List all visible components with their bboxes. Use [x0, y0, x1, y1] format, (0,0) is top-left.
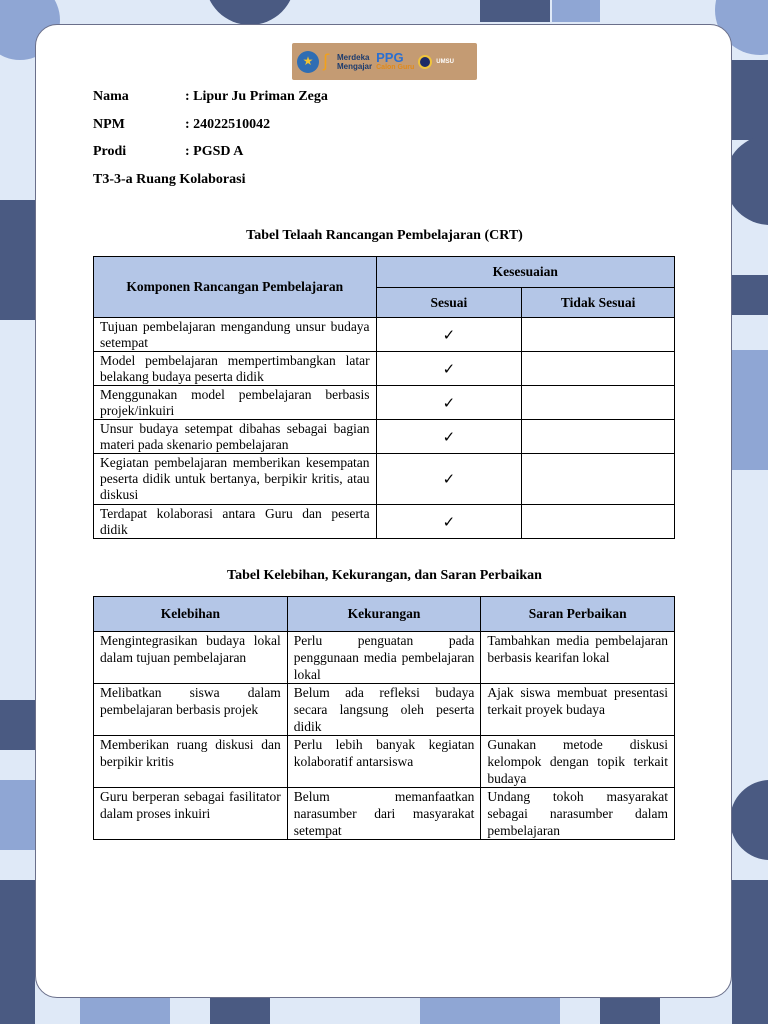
info-value: : PGSD A: [185, 144, 244, 159]
info-label: Prodi: [93, 144, 127, 159]
bg-shape: [210, 998, 270, 1024]
check-icon: ✓: [376, 505, 522, 539]
bg-shape: [0, 780, 35, 850]
component-cell: Unsur budaya setempat dibahas sebagai bagian materi pada skenario pembelajaran: [94, 420, 377, 454]
table-row: [94, 352, 675, 386]
table-row: [94, 788, 675, 840]
crt-review-table: [93, 256, 675, 539]
header-sesuai: Sesuai: [376, 288, 522, 318]
saran-cell: Ajak siswa membuat presentasi terkait proyek budaya: [481, 684, 675, 736]
kelebihan-cell: Melibatkan siswa dalam pembelajaran berbasis projek: [94, 684, 288, 736]
bg-shape: [552, 0, 600, 22]
component-cell: Menggunakan model pembelajaran berbasis projek/inkuiri: [94, 386, 377, 420]
bg-shape: [0, 200, 35, 320]
table-row: [94, 505, 675, 539]
empty-cell: [522, 386, 675, 420]
check-icon: ✓: [376, 318, 522, 352]
tut-wuri-emblem-icon: ★: [297, 51, 319, 73]
empty-cell: [522, 505, 675, 539]
table-row: [94, 420, 675, 454]
kelebihan-cell: Mengintegrasikan budaya lokal dalam tujuan pembelajaran: [94, 632, 288, 684]
info-label: NPM: [93, 117, 125, 132]
logo-ppg: PPG Calon Guru: [376, 49, 415, 71]
saran-cell: Undang tokoh masyarakat sebagai narasumber dalam pembelajaran: [481, 788, 675, 840]
table-row: [94, 684, 675, 736]
component-cell: Model pembelajaran mempertimbangkan latar belakang budaya peserta didik: [94, 352, 377, 386]
bg-shape: [732, 880, 768, 1024]
empty-cell: [522, 318, 675, 352]
bg-shape: [730, 780, 768, 860]
table-row: [94, 632, 675, 684]
empty-cell: [522, 454, 675, 505]
kekurangan-cell: Perlu penguatan pada penggunaan media pembelajaran lokal: [287, 632, 481, 684]
university-seal-icon: [418, 55, 432, 69]
header-tidak-sesuai: Tidak Sesuai: [522, 288, 675, 318]
kelebihan-cell: Memberikan ruang diskusi dan berpikir kritis: [94, 736, 288, 788]
activity-title: T3-3-a Ruang Kolaborasi: [93, 172, 246, 187]
table1-title: Tabel Telaah Rancangan Pembelajaran (CRT): [246, 228, 523, 243]
table-row: [94, 736, 675, 788]
bg-shape: [205, 0, 295, 25]
empty-cell: [522, 352, 675, 386]
document-card: [35, 24, 732, 998]
table-row: [94, 318, 675, 352]
info-prodi: [93, 144, 243, 160]
bg-shape: [0, 700, 35, 750]
evaluation-table: [93, 596, 675, 840]
empty-cell: [522, 420, 675, 454]
saran-cell: Tambahkan media pembelajaran berbasis kearifan lokal: [481, 632, 675, 684]
info-label: Nama: [93, 89, 129, 104]
check-icon: ✓: [376, 454, 522, 505]
table-row: [94, 454, 675, 505]
check-icon: ✓: [376, 420, 522, 454]
header-kekurangan: Kekurangan: [287, 597, 481, 632]
bg-shape: [732, 275, 768, 315]
component-cell: Tujuan pembelajaran mengandung unsur budaya setempat: [94, 318, 377, 352]
bg-shape: [480, 0, 550, 22]
logo-university: UMSU: [436, 58, 454, 65]
info-npm: [93, 117, 270, 133]
bg-shape: [420, 998, 560, 1024]
component-cell: Kegiatan pembelajaran memberikan kesempatan peserta didik untuk bertanya, berpikir kritis, atau diskusi: [94, 454, 377, 505]
bg-shape: [80, 998, 170, 1024]
ppg-logo: [292, 43, 477, 80]
logo-merdeka-mengajar: Merdeka Mengajar: [337, 52, 373, 71]
header-saran: Saran Perbaikan: [481, 597, 675, 632]
kekurangan-cell: Belum memanfaatkan narasumber dari masyarakat setempat: [287, 788, 481, 840]
info-value: : 24022510042: [185, 117, 271, 132]
kelebihan-cell: Guru berperan sebagai fasilitator dalam proses inkuiri: [94, 788, 288, 840]
bg-shape: [600, 998, 660, 1024]
merdeka-swirl-icon: ʃ: [323, 50, 330, 72]
info-nama: [93, 89, 328, 105]
info-value: : Lipur Ju Priman Zega: [185, 89, 328, 104]
bg-shape: [732, 350, 768, 470]
table2-title: Tabel Kelebihan, Kekurangan, dan Saran Perbaikan: [227, 568, 542, 583]
header-kesesuaian: Kesesuaian: [376, 257, 674, 288]
header-component: Komponen Rancangan Pembelajaran: [94, 257, 377, 318]
bg-shape: [732, 60, 768, 140]
saran-cell: Gunakan metode diskusi kelompok dengan topik terkait budaya: [481, 736, 675, 788]
check-icon: ✓: [376, 352, 522, 386]
table-row: [94, 386, 675, 420]
kekurangan-cell: Belum ada refleksi budaya secara langsung oleh peserta didik: [287, 684, 481, 736]
kekurangan-cell: Perlu lebih banyak kegiatan kolaboratif antarsiswa: [287, 736, 481, 788]
bg-shape: [0, 880, 35, 1024]
component-cell: Terdapat kolaborasi antara Guru dan peserta didik: [94, 505, 377, 539]
header-kelebihan: Kelebihan: [94, 597, 288, 632]
check-icon: ✓: [376, 386, 522, 420]
